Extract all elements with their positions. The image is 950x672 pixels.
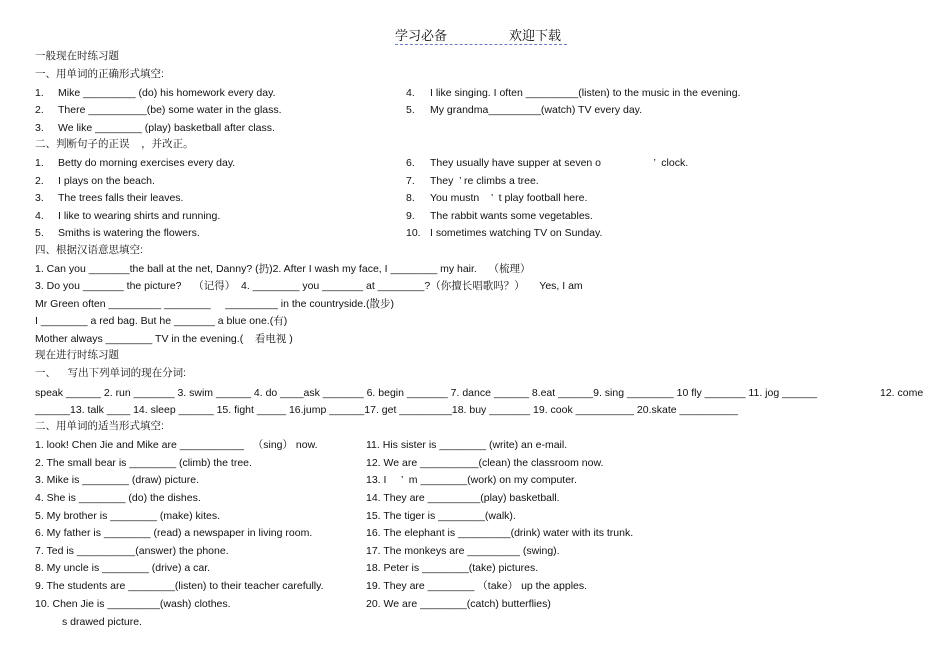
question-line: 2. The small bear is ________ (climb) the tree. bbox=[35, 457, 252, 469]
question-line: 13. I ’ m ________(work) on my computer. bbox=[366, 474, 577, 486]
question-line: 16. The elephant is _________(drink) water with its trunk. bbox=[366, 527, 634, 539]
question-line: 14. They are _________(play) basketball. bbox=[366, 492, 560, 504]
word-list-line: ______13. talk ____ 14. sleep ______ 15. fight _____ 16.jump ______17. get _________18. buy _______ 19. cook __________ 20.skate __________ bbox=[35, 404, 738, 416]
question-line: Mother always ________ TV in the evening.( 看电视 ) bbox=[35, 333, 293, 345]
question-line: 3. Mike is ________ (draw) picture. bbox=[35, 474, 199, 486]
section-title-present-continuous: 现在进行时练习题 bbox=[35, 349, 119, 361]
question-line: 11. His sister is ________ (write) an e-mail. bbox=[366, 439, 568, 451]
question-number: 9. bbox=[406, 210, 415, 222]
question-text: I sometimes watching TV on Sunday. bbox=[430, 227, 603, 239]
question-text: They usually have supper at seven o ’ clock. bbox=[430, 157, 689, 169]
question-number: 4. bbox=[35, 210, 44, 222]
question-number: 1. bbox=[35, 157, 44, 169]
part4-heading: 四、根据汉语意思填空: bbox=[35, 244, 143, 256]
question-text: You mustn ’ t play football here. bbox=[430, 192, 588, 204]
word-list-line: speak ______ 2. run _______ 3. swim ______ 4. do ____ask _______ 6. begin _______ 7. dance ______ 8.eat ______9. sing ________ 10 fly _______ 11. jog ______ bbox=[35, 387, 818, 399]
header-left-text: 学习必备 bbox=[395, 28, 448, 43]
question-text: I like singing. I often _________(listen) to the music in the evening. bbox=[430, 87, 741, 99]
part2-heading: 二、判断句子的正误 ，并改正。 bbox=[35, 138, 194, 150]
question-line: 18. Peter is ________(take) pictures. bbox=[366, 562, 539, 574]
question-number: 7. bbox=[406, 175, 415, 187]
question-text: Betty do morning exercises every day. bbox=[58, 157, 236, 169]
question-text: There __________(be) some water in the glass. bbox=[58, 104, 282, 116]
question-number: 6. bbox=[406, 157, 415, 169]
pc-part2-heading: 二、用单词的适当形式填空: bbox=[35, 420, 164, 432]
question-line: 1. look! Chen Jie and Mike are ___________ （sing） now. bbox=[35, 439, 318, 451]
question-line: 1. Can you _______the ball at the net, Danny? (扔)2. After I wash my face, I ________ my hair. （梳理） bbox=[35, 263, 531, 275]
question-line: 10. Chen Jie is _________(wash) clothes. bbox=[35, 598, 231, 610]
question-line: I ________ a red bag. But he _______ a blue one.(有) bbox=[35, 315, 288, 327]
question-text: They ’ re climbs a tree. bbox=[430, 175, 539, 187]
word-list-line-end: 12. come bbox=[880, 387, 924, 399]
question-number: 2. bbox=[35, 175, 44, 187]
question-line: 7. Ted is __________(answer) the phone. bbox=[35, 545, 229, 557]
header-underline bbox=[395, 44, 567, 45]
question-text: Mike _________ (do) his homework every day. bbox=[58, 87, 276, 99]
question-number: 4. bbox=[406, 87, 415, 99]
question-number: 5. bbox=[406, 104, 415, 116]
question-line: 19. They are ________ （take） up the apples. bbox=[366, 580, 588, 592]
question-text: I like to wearing shirts and running. bbox=[58, 210, 221, 222]
question-number: 3. bbox=[35, 192, 44, 204]
question-text: My grandma_________(watch) TV every day. bbox=[430, 104, 643, 116]
question-line: Mr Green often _________ ________ _________ in the countryside.(散步) bbox=[35, 298, 394, 310]
trailing-text: s drawed picture. bbox=[62, 616, 142, 628]
question-line: 15. The tiger is ________(walk). bbox=[366, 510, 516, 522]
question-text: The trees falls their leaves. bbox=[58, 192, 184, 204]
question-line: 17. The monkeys are _________ (swing). bbox=[366, 545, 560, 557]
question-number: 3. bbox=[35, 122, 44, 134]
question-number: 10. bbox=[406, 227, 421, 239]
question-text: The rabbit wants some vegetables. bbox=[430, 210, 593, 222]
section-title-simple-present: 一般现在时练习题 bbox=[35, 50, 119, 62]
question-number: 2. bbox=[35, 104, 44, 116]
question-number: 5. bbox=[35, 227, 44, 239]
question-text: Smiths is watering the flowers. bbox=[58, 227, 200, 239]
question-text: We like ________ (play) basketball after class. bbox=[58, 122, 275, 134]
question-line: 3. Do you _______ the picture? （记得） 4. ________ you _______ at ________?（你擅长唱歌吗？） Yes, I am bbox=[35, 280, 583, 292]
question-line: 9. The students are ________(listen) to their teacher carefully. bbox=[35, 580, 324, 592]
question-line: 20. We are ________(catch) butterflies) bbox=[366, 598, 551, 610]
question-line: 12. We are __________(clean) the classroom now. bbox=[366, 457, 604, 469]
question-number: 8. bbox=[406, 192, 415, 204]
question-text: I plays on the beach. bbox=[58, 175, 155, 187]
header-right-text: 欢迎下载 bbox=[509, 28, 562, 43]
question-line: 4. She is ________ (do) the dishes. bbox=[35, 492, 201, 504]
part1-heading: 一、用单词的正确形式填空: bbox=[35, 68, 164, 80]
question-number: 1. bbox=[35, 87, 44, 99]
pc-part1-heading: 一、 写出下列单词的现在分词: bbox=[35, 367, 187, 379]
question-line: 8. My uncle is ________ (drive) a car. bbox=[35, 562, 211, 574]
question-line: 6. My father is ________ (read) a newspaper in living room. bbox=[35, 527, 313, 539]
question-line: 5. My brother is ________ (make) kites. bbox=[35, 510, 221, 522]
